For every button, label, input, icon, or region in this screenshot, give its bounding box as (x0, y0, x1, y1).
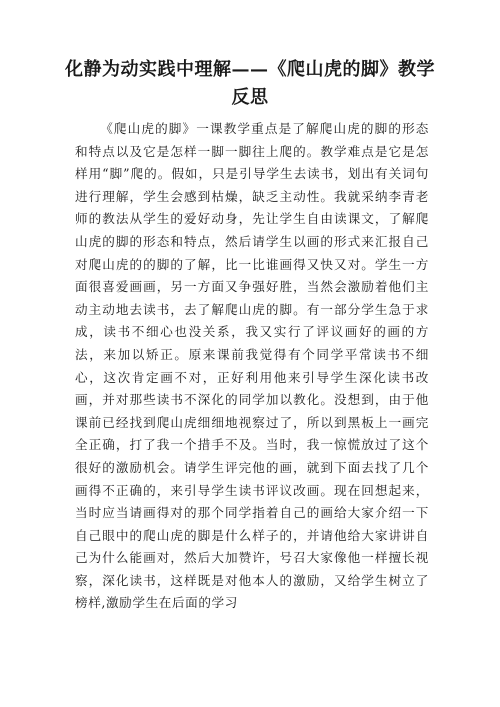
document-title: 化静为动实践中理解——《爬山虎的脚》教学反思 (65, 59, 435, 108)
body-paragraph: 《爬山虎的脚》一课教学重点是了解爬山虎的脚的形态和特点以及它是怎样一脚一脚往上爬的。教学难点是它是怎样用“脚”爬的。假如，只是引导学生去读书，划出有关词句进行理解，学生会感到枯燥，缺乏主动性。我就采纳李青老师的教法从学生的爱好动身，先让学生自由读课文，了解爬山虎的脚的形态和特点，然后请学生以画的形式来汇报自己对爬山虎的的脚的了解，比一比谁画得又快又对。学生一方面很喜爱画画，另一方面又争强好胜，当然会激励着他们主动主动地去读书，去了解爬山虎的脚。有一部分学生急于求成，读书不细心也没关系，我又实行了评议画好的画的方法，来加以矫正。原来课前我觉得有个同学平常读书不细心，这次肯定画不对，正好利用他来引导学生深化读书改画，并对那些读书不深化的同学加以教化。没想到，由于他课前已经找到爬山虎细细地视察过了，所以到黑板上一画完全正确，打了我一个措手不及。当时，我一惊慌放过了这个很好的激励机会。请学生评完他的画，就到下面去找了几个画得不正确的，来引导学生读书评议改画。现在回想起来，当时应当请画得对的那个同学指着自己的画给大家介绍一下自己眼中的爬山虎的脚是什么样子的，并请他给大家讲讲自己为什么能画对，然后大加赞许，号召大家像他一样擅长视察，深化读书，这样既是对他本人的激励，又给学生树立了榜样,激励学生在后面的学习 (75, 121, 429, 611)
